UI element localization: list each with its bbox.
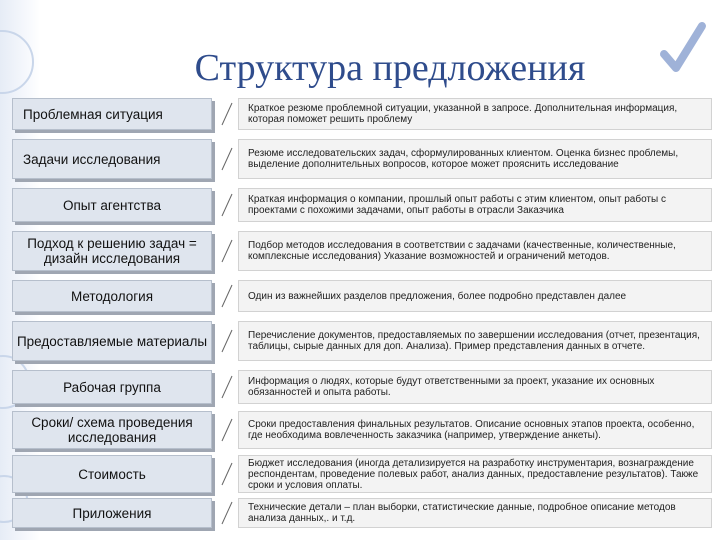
row-label: Рабочая группа bbox=[12, 370, 212, 404]
table-row bbox=[12, 231, 712, 271]
table-row bbox=[12, 411, 712, 449]
table-row bbox=[12, 498, 712, 528]
row-description: Перечисление документов, предоставляемых по завершении исследования (отчет, презентация, таблицы, сырые данных для доп. Анализа). Пример представления данных в отчете. bbox=[238, 321, 712, 361]
row-label: Приложения bbox=[12, 498, 212, 528]
slash-divider bbox=[221, 147, 233, 171]
row-description: Один из важнейших разделов предложения, более подробно представлен далее bbox=[238, 280, 712, 312]
slash-divider bbox=[221, 193, 233, 217]
row-label: Предоставляемые материалы bbox=[12, 321, 212, 361]
table-row bbox=[12, 370, 712, 404]
slash-divider bbox=[221, 329, 233, 353]
table-row bbox=[12, 139, 712, 179]
row-description: Сроки предоставления финальных результатов. Описание основных этапов проекта, особенно, где необходима вовлеченность заказчика (например, утверждение анкеты). bbox=[238, 411, 712, 449]
table-row bbox=[12, 280, 712, 312]
slash-divider bbox=[221, 239, 233, 263]
table-row bbox=[12, 321, 712, 361]
row-description: Информация о людях, которые будут ответственными за проект, указание их основных обязанностей и опыта работы. bbox=[238, 370, 712, 404]
row-description: Подбор методов исследования в соответствии с задачами (качественные, количественные, комплексные исследования) Указание возможностей и ограничений методов. bbox=[238, 231, 712, 271]
slash-divider bbox=[221, 102, 233, 126]
row-label: Методология bbox=[12, 280, 212, 312]
slash-divider bbox=[221, 375, 233, 399]
table-row bbox=[12, 455, 712, 493]
row-label: Подход к решению задач = дизайн исследования bbox=[12, 231, 212, 271]
row-description: Технические детали – план выборки, статистические данные, подробное описание методов анализа данных,. и т.д. bbox=[238, 498, 712, 528]
page-title: Структура предложения bbox=[194, 47, 586, 89]
table-row bbox=[12, 188, 712, 222]
slash-divider bbox=[221, 284, 233, 308]
row-description: Резюме исследовательских задач, сформулированных клиентом. Оценка бизнес проблемы, выделение дополнительных вопросов, которое может прояснить исследование bbox=[238, 139, 712, 179]
slash-divider bbox=[221, 501, 233, 525]
slash-divider bbox=[221, 418, 233, 442]
row-label: Опыт агентства bbox=[12, 188, 212, 222]
row-description: Бюджет исследования (иногда детализируется на разработку инструментария, вознаграждение респондентам, проведение полевых работ, анализ данных, предоставление результатов). Также сроки и условия оплаты. bbox=[238, 455, 712, 493]
row-description: Краткая информация о компании, прошлый опыт работы с этим клиентом, опыт работы с проектами с похожими задачами, опыт работы в отрасли Заказчика bbox=[238, 188, 712, 222]
row-label: Сроки/ схема проведения исследования bbox=[12, 411, 212, 449]
table-row bbox=[12, 98, 712, 130]
slash-divider bbox=[221, 462, 233, 486]
row-label: Стоимость bbox=[12, 455, 212, 493]
row-label: Проблемная ситуация bbox=[12, 98, 212, 130]
row-label: Задачи исследования bbox=[12, 139, 212, 179]
row-description: Краткое резюме проблемной ситуации, указанной в запросе. Дополнительная информация, которая поможет решить проблему bbox=[238, 98, 712, 130]
